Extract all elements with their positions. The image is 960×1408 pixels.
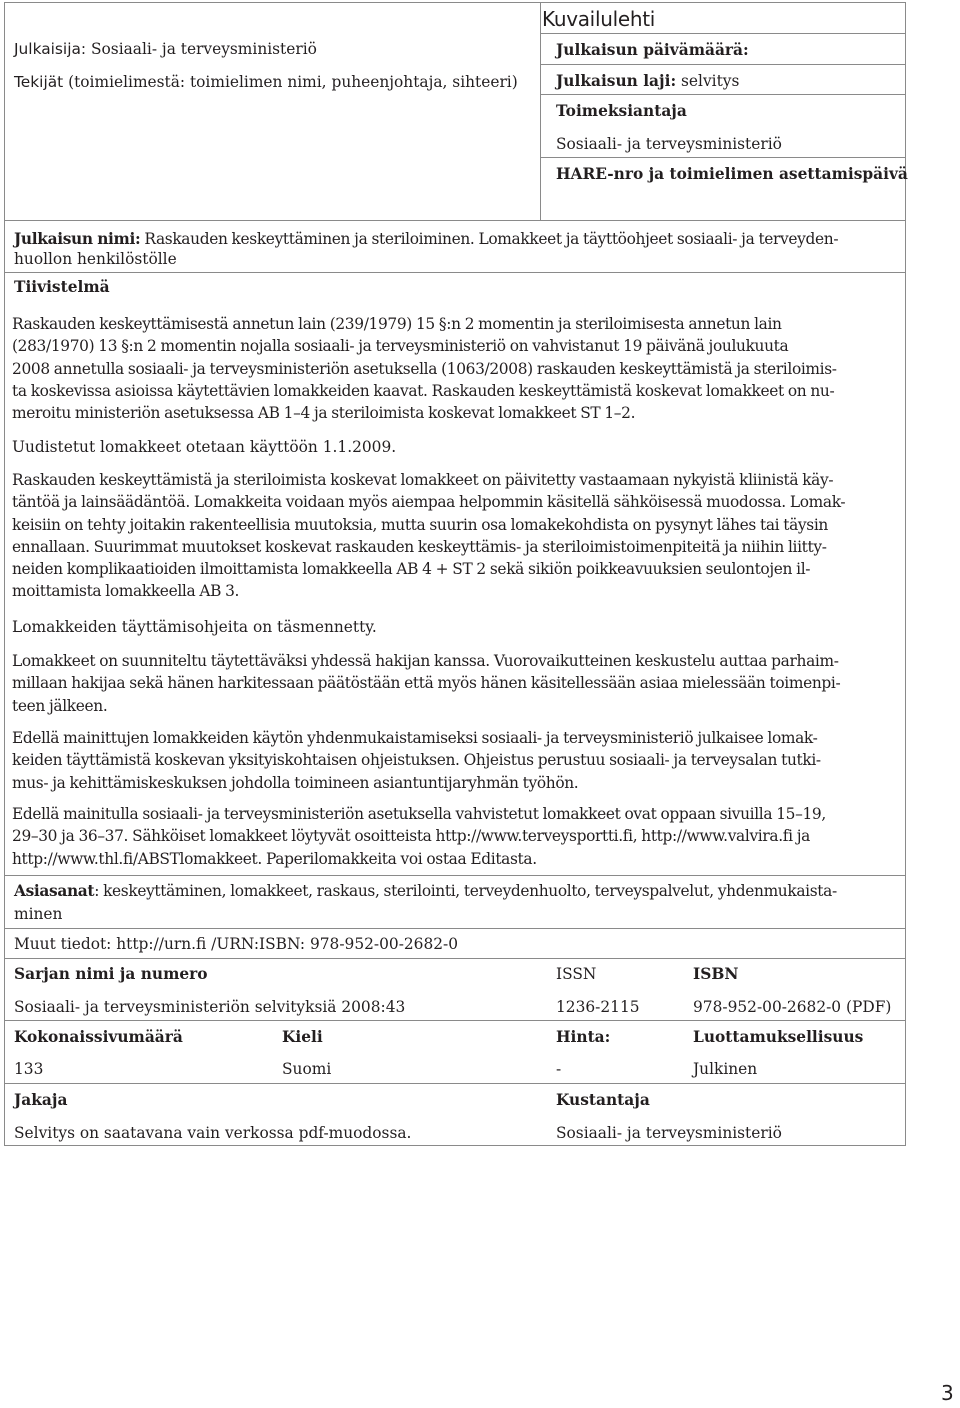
- commissioner-value: Sosiaali- ja terveysministeriö: [556, 135, 782, 153]
- text-line: meroitu ministeriön asetuksessa AB 1–4 ja steriloimista koskevat lomakkeet ST 1–2.: [12, 404, 636, 423]
- text-line: 29–30 ja 36–37. Sähköiset lomakkeet löytyvät osoitteista http://www.terveysportti.fi, http://www.valvira.fi ja: [12, 827, 810, 846]
- text-line: Lomakkeiden täyttämisohjeita on täsmennetty.: [12, 618, 377, 636]
- keywords-text: : keskeyttäminen, lomakkeet, raskaus, sterilointi, terveydenhuolto, terveyspalvelut, yhdenmukaista-: [94, 882, 837, 900]
- abstract-paragraph-4: [12, 616, 904, 638]
- abstract-heading: Tiivistelmä: [14, 278, 110, 296]
- text-line: Edellä mainittujen lomakkeiden käytön yhdenmukaistamiseksi sosiaali- ja terveysministeriö julkaisee lomak-: [12, 729, 818, 747]
- rule: [540, 64, 906, 65]
- publisher-footer-value: Sosiaali- ja terveysministeriö: [556, 1124, 782, 1142]
- series-label: Sarjan nimi ja numero: [14, 965, 208, 983]
- confidentiality-value: Julkinen: [693, 1060, 758, 1078]
- text-line: Uudistetut lomakkeet otetaan käyttöön 1.1.2009.: [12, 438, 397, 456]
- confidentiality-label: Luottamuksellisuus: [693, 1028, 864, 1046]
- price-label: Hinta:: [556, 1028, 611, 1046]
- text-line: (283/1970) 13 §:n 2 momentin nojalla sosiaali- ja terveysministeriö on vahvistanut 19 päivänä joulukuuta: [12, 337, 789, 356]
- total-pages-label: Kokonaissivumäärä: [14, 1028, 183, 1046]
- text-line: mus- ja kehittämiskeskuksen johdolla toimineen asiantuntijaryhmän työhön.: [12, 773, 579, 792]
- text-line: Raskauden keskeyttämisestä annetun lain (239/1979) 15 §:n 2 momentin ja steriloimisesta annetun lain: [12, 315, 782, 333]
- authors-value: (toimielimestä: toimielimen nimi, puheenjohtaja, sihteeri): [68, 73, 518, 91]
- text-line: keisiin on tehty joitakin rakenteellisia muutoksia, mutta suurin osa lomakekohdista on pysynyt lähes tai täysin: [12, 515, 828, 534]
- abstract-paragraph-1: [12, 313, 904, 424]
- abstract-paragraph-2: [12, 436, 904, 458]
- abstract-paragraph-6: [12, 727, 904, 794]
- isbn-value: 978-952-00-2682-0 (PDF): [693, 998, 892, 1016]
- authors-line: [14, 71, 518, 93]
- keywords-line-2: minen: [14, 905, 63, 923]
- rule: [4, 220, 906, 221]
- text-line: http://www.thl.fi/ABSTlomakkeet. Paperilomakkeita voi ostaa Editasta.: [12, 849, 537, 868]
- abstract-paragraph-7: [12, 803, 904, 870]
- publication-type-line: [556, 70, 739, 92]
- publisher-label: Julkaisija: [14, 40, 81, 58]
- doc-type-title: Kuvailulehti: [542, 7, 656, 31]
- publication-title-line-2: huollon henkilöstölle: [14, 250, 177, 268]
- isbn-label: ISBN: [693, 965, 739, 983]
- commissioner-label: Toimeksiantaja: [556, 102, 687, 120]
- other-info: Muut tiedot: http://urn.fi /URN:ISBN: 978-952-00-2682-0: [14, 935, 459, 953]
- rule: [4, 1083, 906, 1084]
- distributor-value: Selvitys on saatavana vain verkossa pdf-muodossa.: [14, 1124, 412, 1142]
- text-line: ennallaan. Suurimmat muutokset koskevat raskauden keskeyttämis- ja steriloimistoimenpiteitä ja niihin liitty-: [12, 537, 827, 556]
- text-line: Lomakkeet on suunniteltu täytettäväksi yhdessä hakijan kanssa. Vuorovaikutteinen keskustelu auttaa parhaim-: [12, 652, 839, 670]
- abstract-paragraph-3: [12, 469, 904, 603]
- publication-title-line-1: [14, 228, 838, 250]
- distributor-label: Jakaja: [14, 1091, 68, 1109]
- publisher-line: Julkaisija: Sosiaali- ja terveysministeriö: [14, 40, 317, 58]
- language-value: Suomi: [282, 1060, 332, 1078]
- keywords-label: Asiasanat: [14, 882, 95, 900]
- publisher-footer-label: Kustantaja: [556, 1091, 650, 1109]
- publication-title-label: Julkaisun nimi:: [14, 230, 141, 248]
- rule: [4, 875, 906, 876]
- issn-value: 1236-2115: [556, 998, 640, 1016]
- text-line: neiden komplikaatioiden ilmoittamista lomakkeella AB 4 + ST 2 sekä sikiön poikkeavuuksien seulontojen il-: [12, 560, 811, 579]
- rule: [540, 94, 906, 95]
- page-number: 3: [941, 1381, 954, 1405]
- publication-type-label: Julkaisun laji:: [556, 72, 677, 90]
- hare-label: HARE-nro ja toimielimen asettamispäivä: [556, 165, 908, 183]
- price-value: -: [556, 1060, 562, 1078]
- authors-label: Tekijät: [14, 73, 64, 91]
- text-line: millaan hakijaa sekä hänen harkitessaan päätöstään että myös hänen käsitellessään asiaa mielessään toimenpi-: [12, 674, 841, 693]
- text-line: keiden täyttämistä koskevan yksityiskohtaisen ohjeistuksen. Ohjeistus perustuu sosiaali- ja terveysalan tutki-: [12, 751, 821, 770]
- series-value: Sosiaali- ja terveysministeriön selvityksiä 2008:43: [14, 998, 406, 1016]
- text-line: ta koskevissa asioissa käytettävien lomakkeiden kaavat. Raskauden keskeyttämistä koskevat lomakkeet on nu-: [12, 381, 835, 400]
- text-line: Edellä mainitulla sosiaali- ja terveysministeriön asetuksella vahvistetut lomakkeet ovat oppaan sivuilla 15–19,: [12, 805, 826, 823]
- issn-label: ISSN: [556, 965, 597, 983]
- rule: [4, 958, 906, 959]
- publication-type-value: selvitys: [681, 72, 740, 90]
- abstract-paragraph-5: [12, 650, 904, 717]
- total-pages-value: 133: [14, 1060, 44, 1078]
- language-label: Kieli: [282, 1028, 323, 1046]
- rule: [540, 33, 906, 34]
- rule: [4, 1020, 906, 1021]
- header-divider: [540, 2, 541, 220]
- text-line: teen jälkeen.: [12, 696, 108, 715]
- rule: [4, 928, 906, 929]
- text-line: täntöä ja lainsäädäntöä. Lomakkeita voidaan myös aiempaa helpommin käsitellä sähköisessä muodossa. Lomak-: [12, 493, 846, 512]
- rule: [540, 157, 906, 158]
- publication-date-label: Julkaisun päivämäärä:: [556, 41, 749, 59]
- publisher-value: Sosiaali- ja terveysministeriö: [91, 40, 317, 58]
- text-line: Raskauden keskeyttämistä ja steriloimista koskevat lomakkeet on päivitetty vastaamaan nykyistä kliinistä käy-: [12, 471, 834, 489]
- publication-title-text: Raskauden keskeyttäminen ja steriloiminen. Lomakkeet ja täyttöohjeet sosiaali- ja terveyden-: [144, 230, 839, 248]
- rule: [4, 272, 906, 273]
- text-line: moittamista lomakkeella AB 3.: [12, 582, 240, 601]
- text-line: 2008 annetulla sosiaali- ja terveysministeriön asetuksella (1063/2008) raskauden keskeyttämistä ja steriloimis-: [12, 359, 837, 378]
- keywords-line-1: [14, 880, 837, 902]
